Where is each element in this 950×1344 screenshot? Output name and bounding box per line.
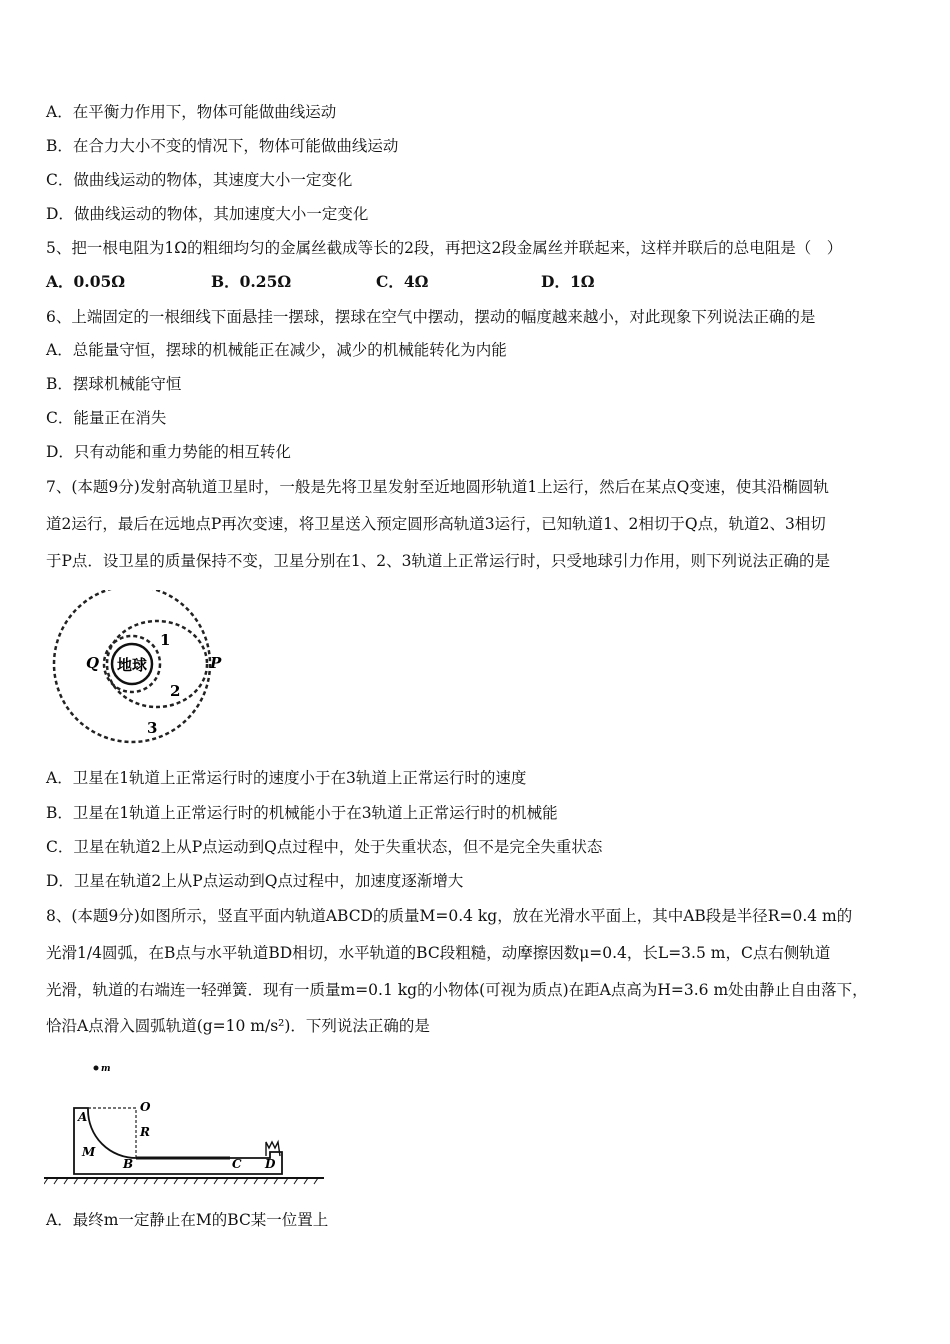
q5-option-b: B．0.25Ω [211,272,292,291]
q6-option-d: D．只有动能和重力势能的相互转化 [46,443,291,461]
orbit-1-label: 1 [160,631,171,649]
q6-option-b: B．摆球机械能守恒 [46,375,182,393]
q5-option-d: D．1Ω [541,272,595,291]
q5-option-c: C．4Ω [376,272,429,291]
label-c: C [232,1157,242,1171]
q7-stem-line-2: 道2运行，最后在远地点P再次变速，将卫星送入预定圆形高轨道3运行，已知轨道1、2相切于Q点，轨道2、3相切 [46,515,826,533]
point-p-label: P [210,654,222,672]
q8-option-a: A．最终m一定静止在M的BC某一位置上 [46,1211,329,1229]
q8-stem-line-4: 恰沿A点滑入圆弧轨道(g=10 m/s²)．下列说法正确的是 [46,1017,430,1035]
q7-stem-line-1: 7、(本题9分)发射高轨道卫星时，一般是先将卫星发射至近地圆形轨道1上运行，然后在某点Q变速，使其沿椭圆轨 [46,478,829,496]
orbit-diagram [50,590,230,750]
q8-stem-line-3: 光滑，轨道的右端连一轻弹簧．现有一质量m=0.1 kg的小物体(可视为质点)在距A点高为H=3.6 m处由静止自由落下， [46,981,868,999]
label-b: B [123,1157,134,1171]
q8-stem-line-2: 光滑1/4圆弧，在B点与水平轨道BD相切，水平轨道的BC段粗糙，动摩擦因数μ=0.4，长L=3.5 m，C点右侧轨道 [46,944,831,962]
q6-option-a: A．总能量守恒，摆球的机械能正在减少，减少的机械能转化为内能 [46,341,507,359]
q7-option-c: C．卫星在轨道2上从P点运动到Q点过程中，处于失重状态，但不是完全失重状态 [46,838,603,856]
small-object-label: m [101,1064,111,1074]
q6-option-c: C．能量正在消失 [46,409,167,427]
q8-stem-line-1: 8、(本题9分)如图所示，竖直平面内轨道ABCD的质量M=0.4 kg，放在光滑水平面上，其中AB段是半径R=0.4 m的 [46,907,853,925]
label-r: R [140,1125,150,1139]
q7-stem-line-3: 于P点．设卫星的质量保持不变，卫星分别在1、2、3轨道上正常运行时，只受地球引力作用，则下列说法正确的是 [46,552,831,570]
point-q-label: Q [86,654,100,672]
label-o: O [140,1100,151,1114]
q4-option-c: C．做曲线运动的物体，其速度大小一定变化 [46,171,353,189]
q5-stem: 5、把一根电阻为1Ω的粗细均匀的金属丝截成等长的2段，再把这2段金属丝并联起来，这样并联后的总电阻是（ ） [46,239,843,257]
label-m: M [82,1145,96,1159]
q4-option-a: A．在平衡力作用下，物体可能做曲线运动 [46,103,337,121]
earth-label: 地球 [116,656,148,674]
orbit-3-label: 3 [147,719,158,737]
orbit-2-label: 2 [170,682,181,700]
q6-stem: 6、上端固定的一根细线下面悬挂一摆球，摆球在空气中摆动，摆动的幅度越来越小，对此现象下列说法正确的是 [46,308,816,326]
small-object-dot [94,1066,99,1071]
q7-option-d: D．卫星在轨道2上从P点运动到Q点过程中，加速度逐渐增大 [46,872,464,890]
track-diagram [44,1060,329,1188]
q4-option-b: B．在合力大小不变的情况下，物体可能做曲线运动 [46,137,399,155]
q7-option-a: A．卫星在1轨道上正常运行时的速度小于在3轨道上正常运行时的速度 [46,769,527,787]
q5-options [46,271,746,293]
q5-option-a: A．0.05Ω [46,272,126,291]
q7-option-b: B．卫星在1轨道上正常运行时的机械能小于在3轨道上正常运行时的机械能 [46,804,558,822]
track-body [74,1108,282,1174]
label-a: A [78,1110,88,1124]
q4-option-d: D．做曲线运动的物体，其加速度大小一定变化 [46,205,369,223]
label-d: D [265,1157,276,1171]
